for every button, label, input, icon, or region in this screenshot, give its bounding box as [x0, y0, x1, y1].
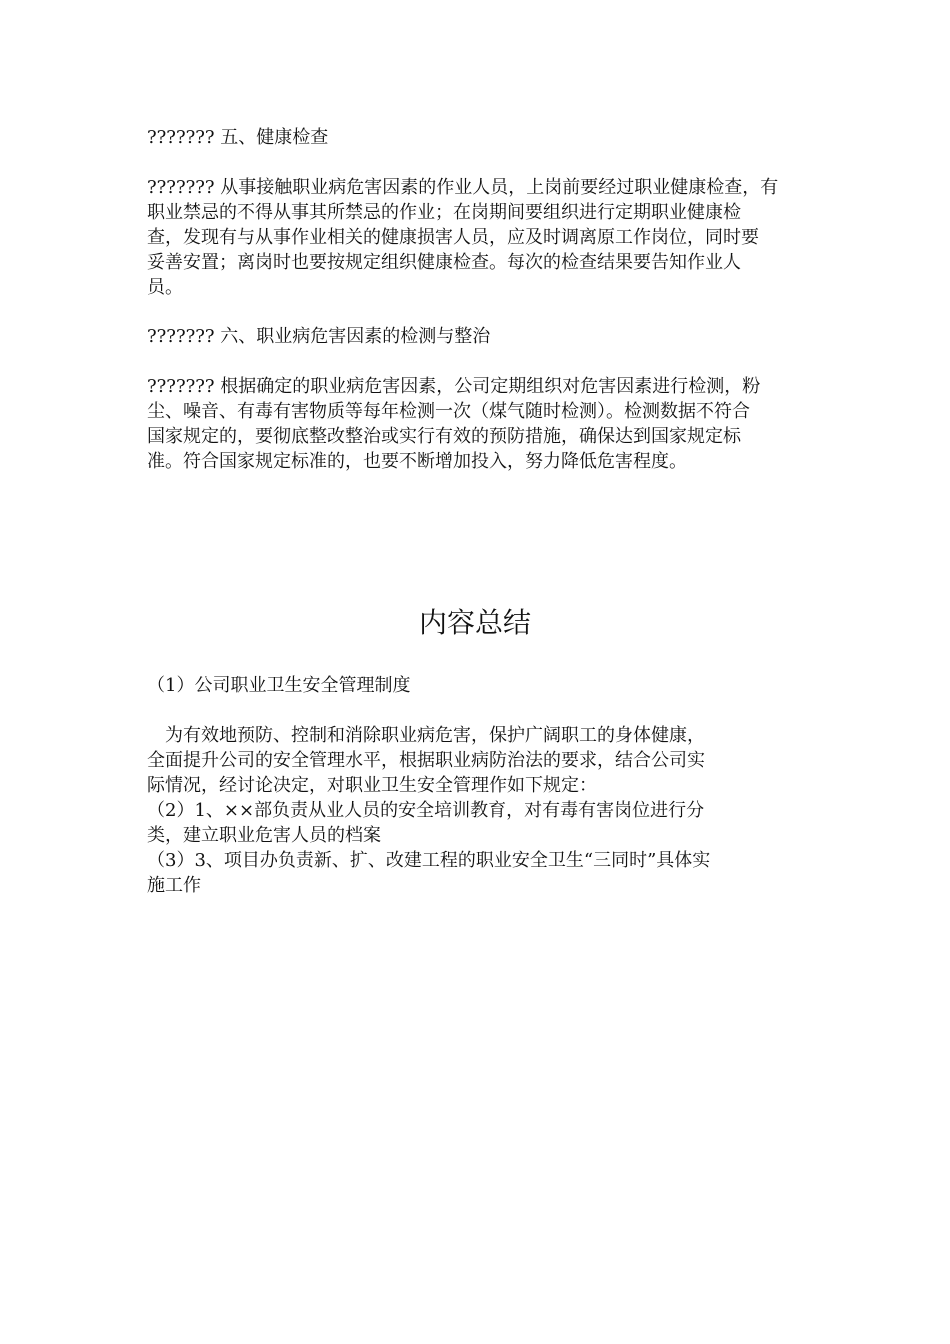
paragraph-line: ??????? 根据确定的职业病危害因素，公司定期组织对危害因素进行检测，粉: [147, 376, 761, 397]
paragraph-line: ??????? 从事接触职业病危害因素的作业人员，上岗前要经过职业健康检查，有: [147, 177, 779, 198]
paragraph-line: 为有效地预防、控制和消除职业病危害，保护广阔职工的身体健康，: [147, 725, 705, 746]
summary-title: 内容总结: [418, 606, 531, 639]
section5-paragraph: [147, 175, 807, 300]
section6-paragraph: [147, 374, 807, 474]
paragraph-line: 员。: [147, 277, 183, 298]
section6-heading: ??????? 六、职业病危害因素的检测与整治: [147, 326, 491, 347]
paragraph-line: 准。符合国家规定标准的，也要不断增加投入，努力降低危害程度。: [147, 451, 687, 472]
paragraph-line: （3）3、项目办负责新、扩、改建工程的职业安全卫生“三同时”具体实: [147, 850, 711, 871]
section5-heading: ??????? 五、健康检查: [147, 127, 329, 148]
paragraph-line: 类，建立职业危害人员的档案: [147, 825, 381, 846]
paragraph-line: 际情况，经讨论决定，对职业卫生安全管理作如下规定：: [147, 775, 597, 796]
paragraph-line: 妥善安置；离岗时也要按规定组织健康检查。每次的检查结果要告知作业人: [147, 252, 741, 273]
paragraph-line: 查，发现有与从事作业相关的健康损害人员，应及时调离原工作岗位，同时要: [147, 227, 759, 248]
paragraph-line: 施工作: [147, 875, 201, 896]
paragraph-line: 国家规定的，要彻底整改整治或实行有效的预防措施，确保达到国家规定标: [147, 426, 741, 447]
paragraph-line: 全面提升公司的安全管理水平，根据职业病防治法的要求，结合公司实: [147, 750, 705, 771]
summary-item-1: （1）公司职业卫生安全管理制度: [147, 675, 411, 696]
paragraph-line: 尘、噪音、有毒有害物质等每年检测一次（煤气随时检测）。检测数据不符合: [147, 401, 750, 422]
paragraph-line: （2）1、××部负责从业人员的安全培训教育，对有毒有害岗位进行分: [147, 800, 705, 821]
summary-intro-paragraph: [147, 723, 807, 898]
paragraph-line: 职业禁忌的不得从事其所禁忌的作业；在岗期间要组织进行定期职业健康检: [147, 202, 741, 223]
